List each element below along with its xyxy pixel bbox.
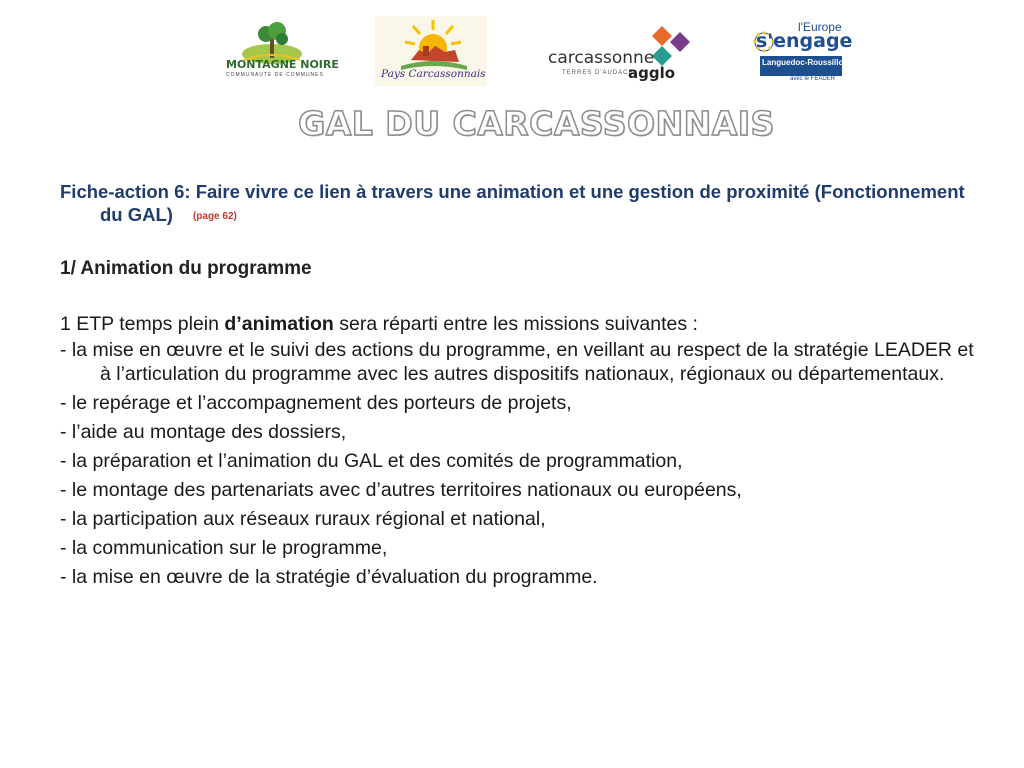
list-item: - le montage des partenariats avec d’autres territoires nationaux ou européens, [60, 479, 742, 501]
list-item: - la mise en œuvre de la stratégie d’évaluation du programme. [60, 566, 598, 588]
pays-carcassonnais-name: Pays Carcassonnais [381, 68, 486, 80]
missions-list [60, 338, 980, 589]
europe-engage-logo [750, 18, 853, 84]
document-body [60, 180, 980, 594]
europe-fund: avec le FEADER [790, 76, 836, 82]
montagne-noire-sub: COMMUNAUTE DE COMMUNES [226, 72, 324, 78]
list-item: - la participation aux réseaux ruraux régional et national, [60, 508, 546, 530]
montagne-noire-logo [224, 20, 339, 82]
agglo-brand: agglo [628, 64, 676, 82]
intro-paragraph [60, 310, 980, 338]
list-item: - la mise en œuvre et le suivi des actions du programme, en veillant au respect de la stratégie LEADER et à l’articulation du programme avec les autres dispositifs nationaux, régionaux ou départementaux. [60, 339, 974, 385]
europe-top: l'Europe [798, 20, 842, 34]
carcassonne-agglo-logo [548, 24, 700, 84]
europe-main: s'engage [756, 30, 853, 52]
intro-after: sera réparti entre les missions suivantes : [333, 313, 698, 335]
list-item: - la préparation et l’animation du GAL et des comités de programmation, [60, 450, 683, 472]
page-title: GAL DU CARCASSONNAIS [298, 104, 775, 143]
page-reference: (page 62) [192, 211, 237, 222]
intro-before: 1 ETP temps plein [60, 313, 225, 335]
section-heading: 1/ Animation du programme [60, 258, 312, 279]
list-item: - l’aide au montage des dossiers, [60, 421, 347, 443]
intro-bold: d’animation [224, 313, 334, 335]
pays-carcassonnais-logo [375, 16, 487, 86]
europe-region: Languedoc-Roussillon [762, 58, 849, 67]
list-item: - le repérage et l’accompagnement des porteurs de projets, [60, 392, 572, 414]
fiche-action-text: Fiche-action 6: Faire vivre ce lien à travers une animation et une gestion de proximité (Fonctionnement du GAL) [60, 181, 965, 225]
carcassonne-name: carcassonne [548, 48, 655, 68]
fiche-action-heading [60, 180, 980, 228]
list-item: - la communication sur le programme, [60, 537, 388, 559]
montagne-noire-name: MONTAGNE NOIRE [226, 58, 339, 71]
carcassonne-sub: TERRES D'AUDACE [562, 70, 634, 76]
